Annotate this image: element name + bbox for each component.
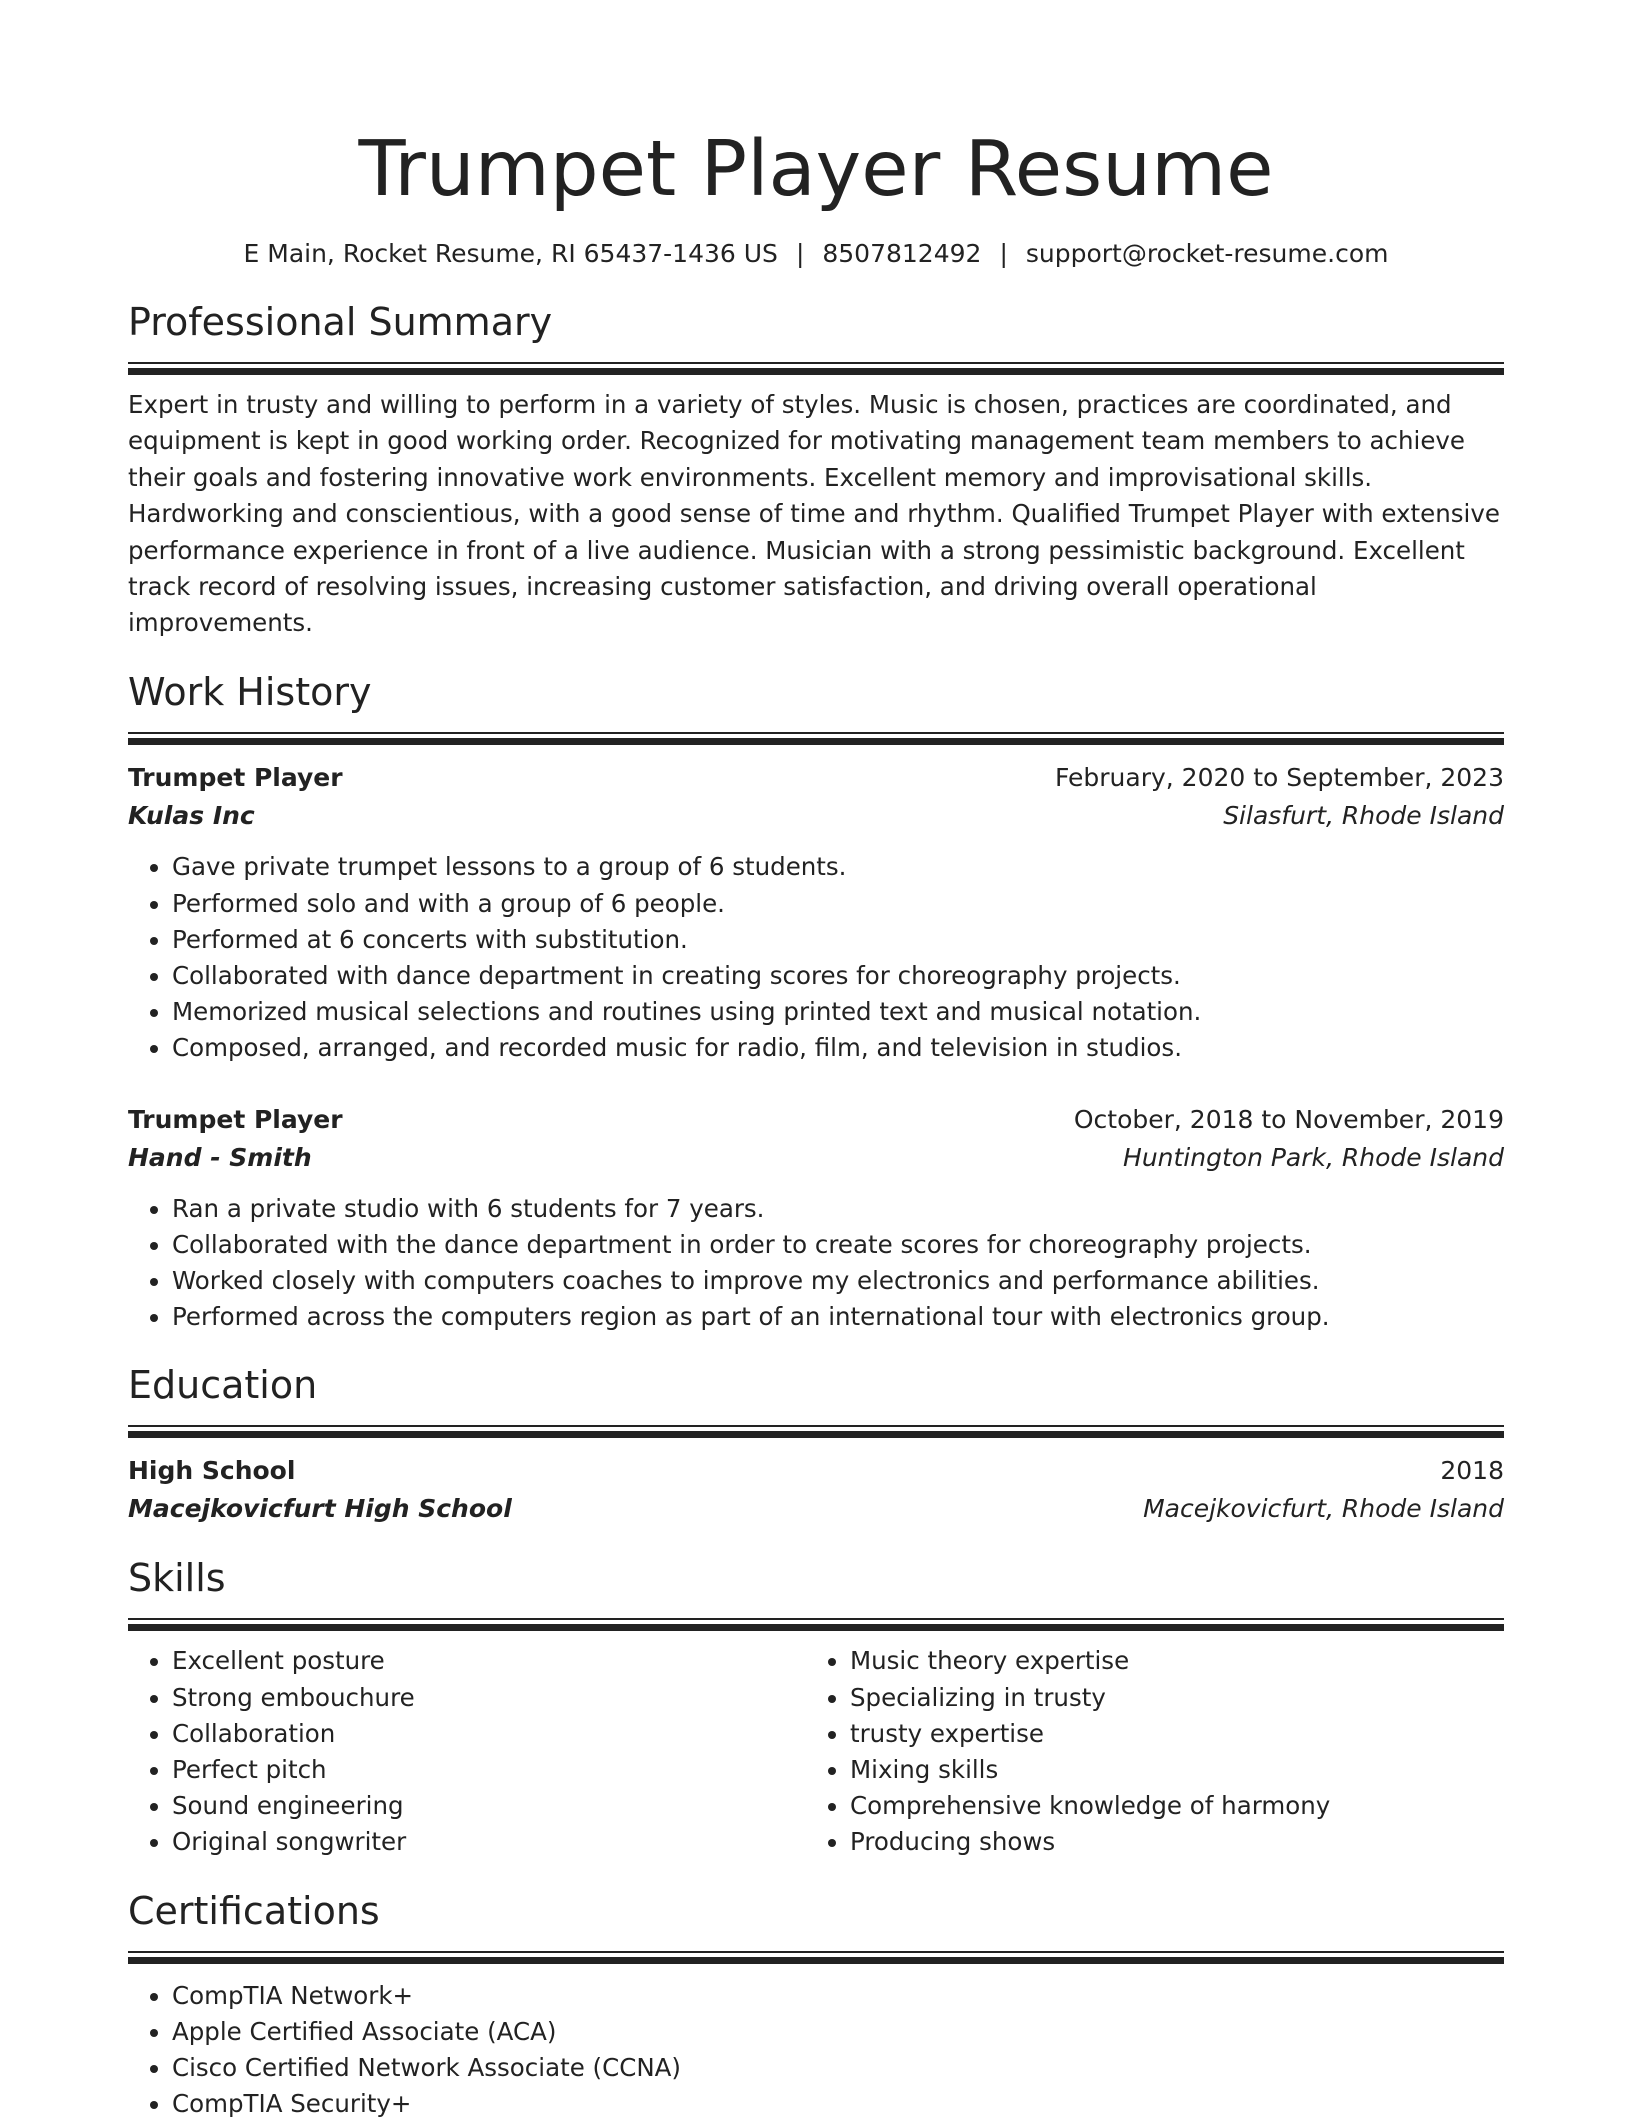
- education-section: [128, 1359, 1504, 1528]
- education-header-row: [128, 1452, 1504, 1490]
- job-company-row: [128, 1139, 1504, 1177]
- skill-item: • Perfect pitch: [172, 1752, 806, 1788]
- list-item: • Worked closely with computers coaches to improve my electronics and performance abilities.: [172, 1263, 1504, 1299]
- skill-item: • Collaboration: [172, 1716, 806, 1752]
- job-company-row: [128, 797, 1504, 835]
- education-location: Macejkovicfurt, Rhode Island: [1143, 1494, 1504, 1524]
- job-dates: October, 2018 to November, 2019: [1073, 1104, 1504, 1134]
- skill-item: • Specializing in trusty: [850, 1680, 1484, 1716]
- contact-line: [128, 236, 1504, 272]
- skill-item: • Producing shows: [850, 1824, 1484, 1860]
- job-title: Trumpet Player: [128, 763, 343, 793]
- job-duties: [128, 1191, 1504, 1336]
- skill-item: • Strong embouchure: [172, 1680, 806, 1716]
- section-divider: [128, 1951, 1504, 1964]
- skill-item: • Original songwriter: [172, 1824, 806, 1860]
- skill-item: • Mixing skills: [850, 1752, 1484, 1788]
- skill-item: • Comprehensive knowledge of harmony: [850, 1788, 1484, 1824]
- skill-item: • Music theory expertise: [850, 1643, 1484, 1679]
- job-company: Kulas Inc: [128, 801, 255, 831]
- certification-item: • Cisco Certified Network Associate (CCNA): [172, 2050, 1504, 2086]
- skills-columns: [128, 1643, 1504, 1860]
- education-school: Macejkovicfurt High School: [128, 1494, 512, 1524]
- section-heading-certifications: Certifications: [128, 1888, 380, 1933]
- list-item: • Collaborated with dance department in creating scores for choreography projects.: [172, 958, 1504, 994]
- certifications-section: [128, 1885, 1504, 2122]
- skills-list-left: [128, 1643, 806, 1860]
- skill-item: • Sound engineering: [172, 1788, 806, 1824]
- job-header-row: [128, 759, 1504, 797]
- summary-section: [128, 296, 1504, 642]
- list-item: • Gave private trumpet lessons to a group of 6 students.: [172, 849, 1504, 885]
- certification-item: • Apple Certified Associate (ACA): [172, 2014, 1504, 2050]
- section-divider: [128, 362, 1504, 375]
- job-entry: [128, 759, 1504, 1066]
- certifications-list: [128, 1978, 1504, 2122]
- contact-email: support@rocket-resume.com: [1025, 239, 1389, 268]
- job-title: Trumpet Player: [128, 1104, 343, 1134]
- section-heading-summary: Professional Summary: [128, 300, 553, 344]
- summary-text: Expert in trusty and willing to perform in a variety of styles. Music is chosen, practices are coordinated, and equipment is kept in good working order. Recognized for motivating management team members to achieve their goals and fostering innovative work environments. Excellent memory and improvisational skills. Hardworking and conscientious, with a good sense of time and rhythm. Qualified Trumpet Player with extensive performance experience in front of a live audience. Musician with a strong pessimistic background. Excellent track record of resolving issues, increasing customer satisfaction, and driving overall operational improvements.: [128, 390, 1500, 638]
- job-duties: [128, 849, 1504, 1066]
- job-entry: [128, 1101, 1504, 1336]
- skill-item: • Excellent posture: [172, 1643, 806, 1679]
- list-item: • Ran a private studio with 6 students for 7 years.: [172, 1191, 1504, 1227]
- job-location: Huntington Park, Rhode Island: [1123, 1142, 1504, 1172]
- list-item: • Collaborated with the dance department in order to create scores for choreography projects.: [172, 1227, 1504, 1263]
- certification-item: • CompTIA Security+: [172, 2086, 1504, 2122]
- contact-address: E Main, Rocket Resume, RI 65437-1436 US: [243, 239, 778, 268]
- skill-item: • trusty expertise: [850, 1716, 1484, 1752]
- section-divider: [128, 1425, 1504, 1438]
- list-item: • Performed across the computers region as part of an international tour with electronics group.: [172, 1299, 1504, 1335]
- job-company: Hand - Smith: [128, 1142, 312, 1172]
- section-heading-skills: Skills: [128, 1556, 226, 1601]
- list-item: • Performed at 6 concerts with substitution.: [172, 922, 1504, 958]
- job-location: Silasfurt, Rhode Island: [1223, 801, 1504, 831]
- education-entry: [128, 1452, 1504, 1528]
- list-item: • Composed, arranged, and recorded music for radio, film, and television in studios.: [172, 1030, 1504, 1066]
- education-degree: High School: [128, 1456, 296, 1486]
- resume-page: [128, 0, 1504, 2122]
- section-heading-work: Work History: [128, 670, 372, 715]
- education-school-row: [128, 1490, 1504, 1528]
- education-year: 2018: [1440, 1456, 1504, 1486]
- list-item: • Performed solo and with a group of 6 people.: [172, 886, 1504, 922]
- job-header-row: [128, 1101, 1504, 1139]
- contact-separator: |: [795, 239, 805, 268]
- contact-separator: |: [999, 239, 1008, 268]
- section-divider: [128, 1618, 1504, 1631]
- certification-item: • CompTIA Network+: [172, 1978, 1504, 2014]
- skills-section: [128, 1552, 1504, 1860]
- work-history-section: [128, 666, 1504, 1335]
- resume-title: Trumpet Player Resume: [358, 125, 1274, 214]
- list-item: • Memorized musical selections and routines using printed text and musical notation.: [172, 994, 1504, 1030]
- contact-phone: 8507812492: [822, 239, 982, 268]
- section-heading-education: Education: [128, 1363, 318, 1408]
- section-divider: [128, 732, 1504, 745]
- skills-list-right: [806, 1643, 1484, 1860]
- job-dates: February, 2020 to September, 2023: [1055, 763, 1504, 793]
